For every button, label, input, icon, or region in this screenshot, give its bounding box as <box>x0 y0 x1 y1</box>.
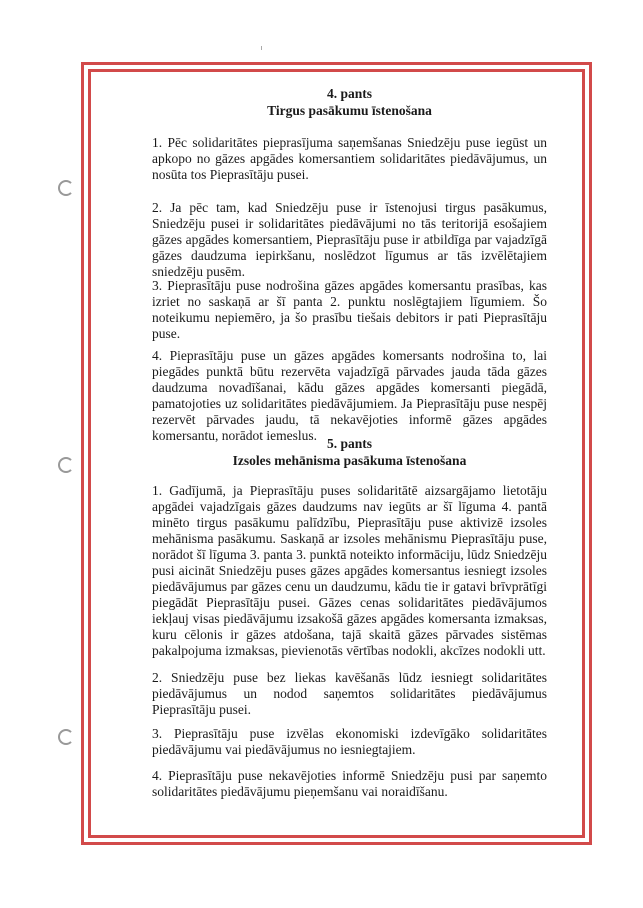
scan-mark <box>261 46 262 50</box>
paragraph: 3. Pieprasītāju puse izvēlas ekonomiski izdevīgāko solidaritātes piedāvājumu vai piedāvājumus no iesniegtajiem. <box>152 726 547 757</box>
punch-hole-icon <box>58 457 74 473</box>
article-number: 5. pants <box>326 436 372 451</box>
punch-hole-icon <box>58 180 74 196</box>
paragraph: 1. Gadījumā, ja Pieprasītāju puses solidaritātē aizsargājamo lietotāju apgādei vajadzīgais gāzes daudzums nav iegūts ar šī līguma 4. pantā minēto tirgus pasākumu palīdzību, Pieprasītāju puse aktivizē izsoles mehānisma pasākumu. Saskaņā ar izsoles mehānismu Pieprasītāju puse, norādot šī līguma 3. panta 3. punktā noteikto informāciju, lūdz Sniedzēju pusi aicināt Sniedzēju puses gāzes apgādes komersantus iesniegt izsoles piedāvājumus par gāzes cenu un daudzumu, kādu tie ir gatavi brīvprātīgi piegādāt Pieprasītāju pusei. Gāzes cenas solidaritātes piedāvājumos iekļauj visas piedāvājumu izsakošā gāzes apgādes komersanta izmaksas, kuru cēlonis ir gāzes atdošana, tajā skaitā gāzes pārvades sistēmas pakalpojuma izmaksas, pievienotās vērtības nodokli, akcīzes nodokli utt. <box>152 483 547 658</box>
paragraph: 1. Pēc solidaritātes pieprasījuma saņemšanas Sniedzēju puse iegūst un apkopo no gāzes apgādes komersantiem solidaritātes piedāvājumus, un nosūta tos Pieprasītāju pusei. <box>152 135 547 182</box>
paragraph: 2. Sniedzēju puse bez liekas kavēšanās lūdz iesniegt solidaritātes piedāvājumus un nodod saņemtos solidaritātes piedāvājumus Pieprasītāju pusei. <box>152 670 547 717</box>
article-title: Izsoles mehānisma pasākuma īstenošana <box>232 453 467 468</box>
article-title: Tirgus pasākumu īstenošana <box>267 103 432 118</box>
paragraph: 4. Pieprasītāju puse nekavējoties informē Sniedzēju pusi par saņemto solidaritātes piedāvājumu pieņemšanu vai noraidīšanu. <box>152 768 547 799</box>
paragraph: 4. Pieprasītāju puse un gāzes apgādes komersants nodrošina to, lai piegādes punktā būtu rezervēta vajadzīgā pārvades jauda tāda gāzes daudzuma novadīšanai, kādu gāzes apgādes komersanti piegādā, pamatojoties uz solidaritātes piedāvājumiem. Ja Pieprasītāju puse nespēj rezervēt pārvades jaudu, tā nekavējoties informē gāzes apgādes komersantu, norādot iemeslus. <box>152 348 547 443</box>
paragraph: 2. Ja pēc tam, kad Sniedzēju puse ir īstenojusi tirgus pasākumus, Sniedzēju pusei ir solidaritātes piedāvājumi no tās teritorijā esošajiem gāzes apgādes komersantiem, Pieprasītāju puse ir atbildīga par vajadzīgā gāzes daudzuma iepirkšanu, noslēdzot līgumus ar tās izvēlētajiem sniedzēju pusēm. <box>152 200 547 279</box>
article-number: 4. pants <box>326 86 372 101</box>
punch-hole-icon <box>58 729 74 745</box>
paragraph: 3. Pieprasītāju puse nodrošina gāzes apgādes komersantu prasības, kas izriet no saskaņā ar šī panta 2. punktu noslēgtajiem līgumiem. Šo noteikumu nepiemēro, ja šo prasību tiešais debitors ir pati Pieprasītāju puse. <box>152 278 547 341</box>
